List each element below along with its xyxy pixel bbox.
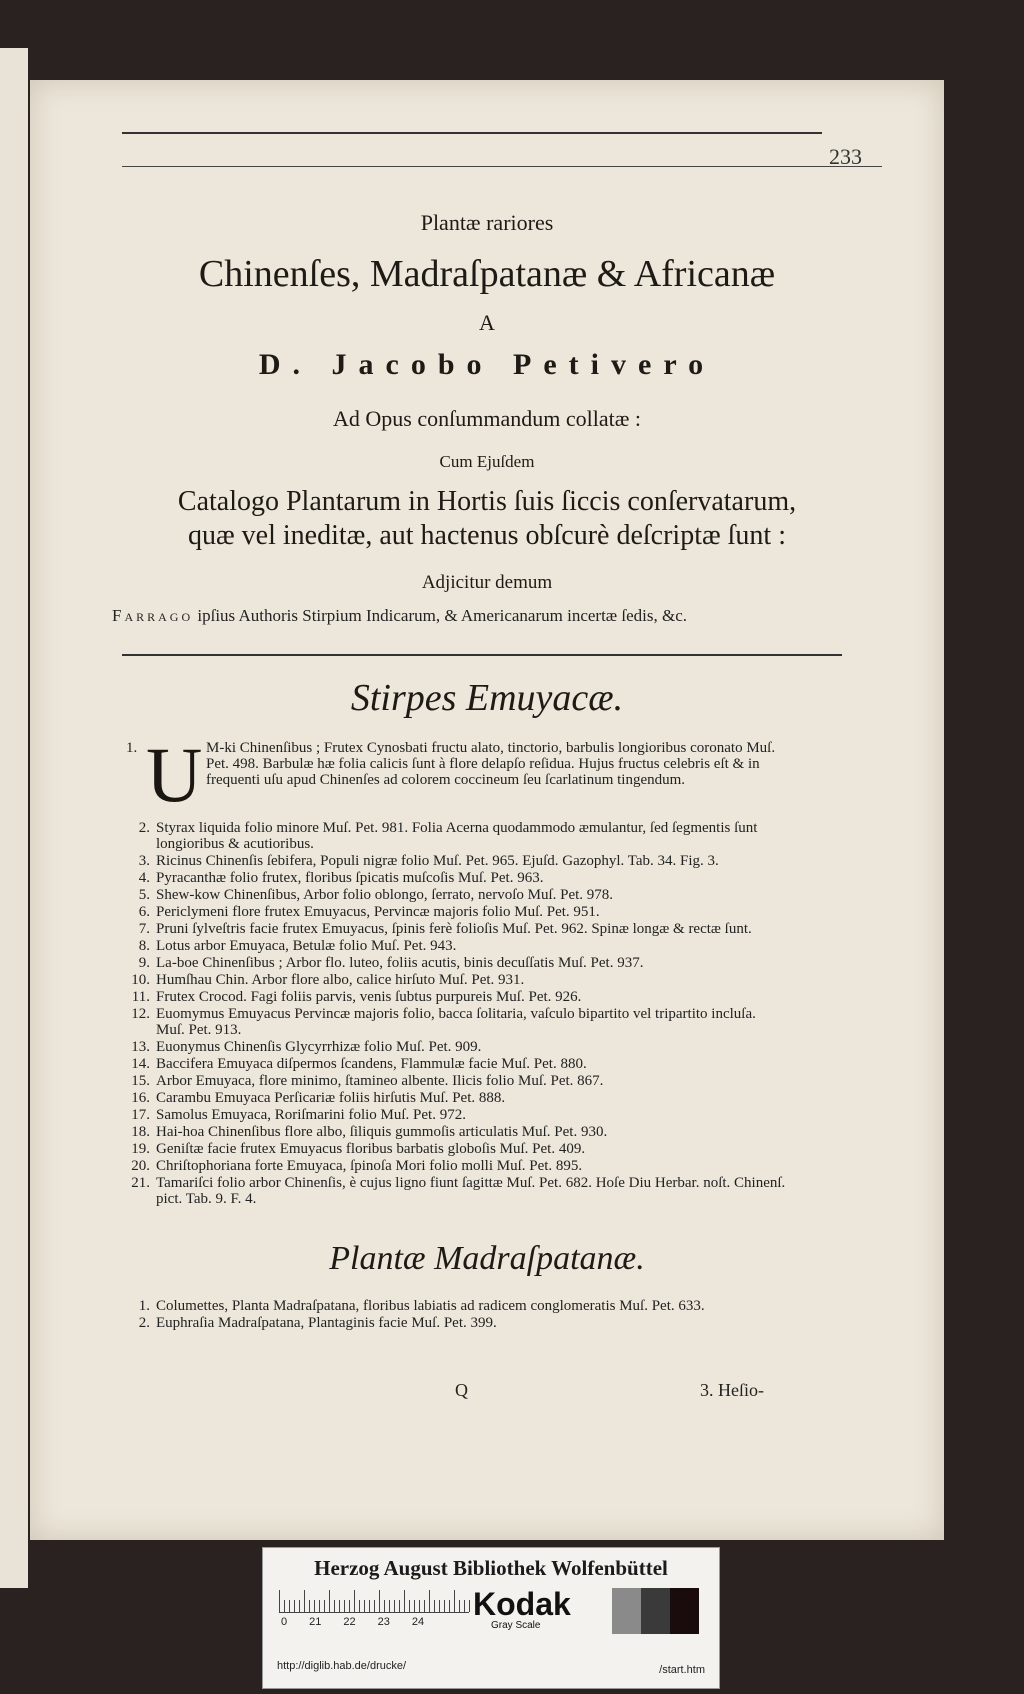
ruler-tick [389,1600,390,1612]
entry-text: Pyracanthæ folio frutex, floribus ſpicatis muſcoſis Muſ. Pet. 963. [156,870,544,886]
entry-number: 17. [131,1107,150,1123]
entry-number: 21. [131,1175,150,1191]
scale-number: 24 [411,1616,425,1628]
list-item [126,853,786,869]
ruler-tick [359,1600,360,1612]
entry-text: Hai-hoa Chinenſibus flore albo, ſiliquis gummoſis articulatis Muſ. Pet. 930. [156,1124,608,1140]
entry-number: 9. [138,955,150,971]
gray-scale-swatches [583,1588,699,1634]
ruler-tick [324,1600,325,1612]
header-rule-top [122,132,822,134]
title-main: Chinenſes, Madraſpatanæ & Africanæ [198,253,776,295]
entry-text: Baccifera Emuyaca diſpermos ſcandens, Flammulæ facie Muſ. Pet. 880. [156,1056,587,1072]
entry-number: 5. [138,887,150,903]
farrago-line [112,606,687,626]
ruler-tick [329,1590,330,1612]
title-line-5: Ad Opus conſummandum collatæ : [333,406,641,431]
ruler-tick [339,1600,340,1612]
entry-number: 7. [138,921,150,937]
ruler-tick [444,1600,445,1612]
ruler-tick [459,1600,460,1612]
entry-number: 18. [131,1124,150,1140]
author-name: D. Jacobo Petivero [258,348,716,381]
entry-text: Geniſtæ facie frutex Emuyacus floribus barbatis globoſis Muſ. Pet. 409. [156,1141,586,1157]
entry-number: 19. [131,1141,150,1157]
ruler-tick [304,1590,305,1612]
entry-text: Euphraſia Madraſpatana, Plantaginis facie Muſ. Pet. 399. [156,1315,497,1331]
title-line-7: Catalogo Plantarum in Hortis ſuis ſiccis conſervatarum, [177,486,797,517]
swatch-white [583,1588,612,1634]
ruler-tick [289,1600,290,1612]
list-item [126,1298,786,1314]
ruler-tick [354,1590,355,1612]
ruler-tick [334,1600,335,1612]
ruler-tick [399,1600,400,1612]
entry-number: 20. [131,1158,150,1174]
entry-text: Shew-kow Chinenſibus, Arbor folio oblongo, ſerrato, nervoſo Muſ. Pet. 978. [156,887,614,903]
entry-text: Pruni ſylveſtris facie frutex Emuyacus, ſpinis ferè folioſis Muſ. Pet. 962. Spinæ longæ & rectæ ſunt. [156,921,752,937]
entry-text: Lotus arbor Emuyaca, Betulæ folio Muſ. Pet. 943. [156,938,457,954]
ruler-tick [284,1600,285,1612]
list-item [126,1141,786,1157]
entry-number: 6. [138,904,150,920]
ruler-tick [419,1600,420,1612]
list-item [126,1107,786,1123]
ruler-tick [414,1600,415,1612]
entry-text: Humſhau Chin. Arbor flore albo, calice hirſuto Muſ. Pet. 931. [156,972,525,988]
ruler-tick [294,1600,295,1612]
scale-numbers [281,1616,446,1628]
entry-1 [126,731,786,818]
list-item [126,955,786,971]
signature-mark: Q [455,1380,468,1400]
farrago-word: Farrago [112,606,194,625]
ruler-tick [374,1600,375,1612]
ruler-tick [314,1600,315,1612]
ruler-tick [439,1600,440,1612]
ruler-tick [409,1600,410,1612]
list-item [126,1315,786,1331]
list-item [126,1124,786,1140]
entries-list-emuyacae [126,820,786,1208]
ruler-tick [349,1600,350,1612]
entry-text: Euomymus Emuyacus Pervincæ majoris folio, bacca ſolitaria, vaſculo bipartito vel tripartito incluſa. Muſ. Pet. 913. [156,1006,756,1038]
library-url[interactable]: http://diglib.hab.de/drucke/ [277,1660,407,1672]
ruler-tick [454,1590,455,1612]
ruler-tick [364,1600,365,1612]
adjacent-page-edge [0,48,28,1588]
ruler-tick [424,1600,425,1612]
ruler-tick [379,1590,380,1612]
entry-text: Frutex Crocod. Fagi foliis parvis, venis ſubtus purpureis Muſ. Pet. 926. [156,989,582,1005]
entry-text: Styrax liquida folio minore Muſ. Pet. 981. Folia Acerna quodammodo æmulantur, ſed ſegmentis ſunt longioribus & acutioribus. [156,820,758,852]
list-item [126,972,786,988]
entry-number: 4. [138,870,150,886]
list-item [126,938,786,954]
entry-number: 15. [131,1073,150,1089]
entry-text: Chriſtophoriana forte Emuyaca, ſpinoſa Mori folio molli Muſ. Pet. 895. [156,1158,583,1174]
list-item [126,1158,786,1174]
entry-text: Samolus Emuyaca, Roriſmarini folio Muſ. Pet. 972. [156,1107,466,1123]
entry-text: Carambu Emuyaca Perſicariæ foliis hirſutis Muſ. Pet. 888. [156,1090,506,1106]
entries-list-madraspatanae [126,1298,786,1332]
entry-text: Periclymeni flore frutex Emuyacus, Pervincæ majoris folio Muſ. Pet. 951. [156,904,600,920]
header-rule-bottom [122,166,882,167]
ruler-tick [464,1600,465,1612]
section-heading-emuyacae: Stirpes Emuyacæ. [350,677,624,719]
entry-text: Arbor Emuyaca, flore minimo, ſtamineo albente. Ilicis folio Muſ. Pet. 867. [156,1073,604,1089]
ruler-tick [449,1600,450,1612]
entry-number: 14. [131,1056,150,1072]
page-number: 233 [829,144,862,169]
scale-number: 22 [343,1616,356,1628]
start-link[interactable]: /start.htm [659,1664,705,1676]
title-line-1: Plantæ rariores [420,210,554,235]
list-item [126,1090,786,1106]
ruler-tick [344,1600,345,1612]
list-item [126,921,786,937]
entry-number: 3. [138,853,150,869]
entry-text: Ricinus Chinenſis ſebifera, Populi nigræ folio Muſ. Pet. 965. Ejuſd. Gazophyl. Tab. 34. Fig. 3. [156,853,719,869]
ruler-tick [369,1600,370,1612]
ruler-tick [319,1600,320,1612]
list-item [126,820,786,852]
title-line-8: quæ vel ineditæ, aut hactenus obſcurè deſcriptæ ſunt : [188,520,786,551]
ruler-tick [429,1590,430,1612]
entry-number: 8. [138,938,150,954]
scale-number: 21 [309,1616,322,1628]
ruler-tick [404,1590,405,1612]
list-item [126,1039,786,1055]
entry-text: Euonymus Chinenſis Glycyrrhizæ folio Muſ. Pet. 909. [156,1039,482,1055]
ruler-tick [279,1590,280,1612]
scale-ruler [279,1588,469,1613]
ruler-tick [434,1600,435,1612]
entry-number: 13. [131,1039,150,1055]
title-line-9: Adjicitur demum [421,572,553,593]
ruler-tick [469,1600,470,1612]
library-tag [262,1547,720,1689]
gray-scale-label: Gray Scale [491,1620,541,1631]
ruler-tick [394,1600,395,1612]
entry-text: M-ki Chinenſibus ; Frutex Cynosbati fructu alato, tinctorio, barbulis longioribus coronato Muſ. Pet. 498. Barbulæ hæ folia calicis ſunt à flore delapſo reſidua. Hujus fructus celebris eſt & in frequenti uſu apud Chinenſes ad colorem coccineum ſeu ſcarlatinum tingendum. [206,740,776,788]
kodak-logo: Kodak [473,1586,571,1622]
section-rule [122,654,842,656]
section-heading-madraspatanae: Plantæ Madraſpatanæ. [329,1240,645,1277]
list-item [126,1056,786,1072]
title-a: A [479,310,495,335]
list-item [126,989,786,1005]
entry-text: Columettes, Planta Madraſpatana, floribus labiatis ad radicem conglomeratis Muſ. Pet. 633. [156,1298,705,1314]
list-item [126,1175,786,1207]
list-item [126,870,786,886]
entry-number: 10. [131,972,150,988]
list-item [126,1073,786,1089]
scale-number: 0 [281,1616,288,1628]
entry-number: 2. [138,820,150,836]
entry-number: 1. [138,1298,150,1314]
ruler-tick [299,1600,300,1612]
entry-number: 12. [131,1006,150,1022]
entry-number: 2. [138,1315,150,1331]
list-item [126,887,786,903]
entry-number: 11. [131,989,150,1005]
ruler-tick [309,1600,310,1612]
ruler-tick [384,1600,385,1612]
entry-number: 1. [126,740,138,756]
swatch-black [670,1588,699,1634]
entry-text: Tamariſci folio arbor Chinenſis, è cujus ligno fiunt ſagittæ Muſ. Pet. 682. Hoſe Diu Herbar. noſt. Chinenſ. pict. Tab. 9. F. 4. [156,1175,786,1207]
catchword: 3. Heſio- [700,1380,764,1400]
entry-text: La-boe Chinenſibus ; Arbor flo. luteo, foliis acutis, binis decuſſatis Muſ. Pet. 937. [156,955,644,971]
swatch-gray [612,1588,641,1634]
library-name: Herzog August Bibliothek Wolfenbüttel [314,1556,668,1580]
dropcap-letter: U [146,731,203,818]
swatch-dark [641,1588,670,1634]
title-line-6: Cum Ejuſdem [439,452,535,471]
farrago-text: ipſius Authoris Stirpium Indicarum, & Americanarum incertæ ſedis, &c. [197,606,688,625]
scale-number: 23 [377,1616,390,1628]
entry-number: 16. [131,1090,150,1106]
list-item [126,1006,786,1038]
list-item [126,904,786,920]
